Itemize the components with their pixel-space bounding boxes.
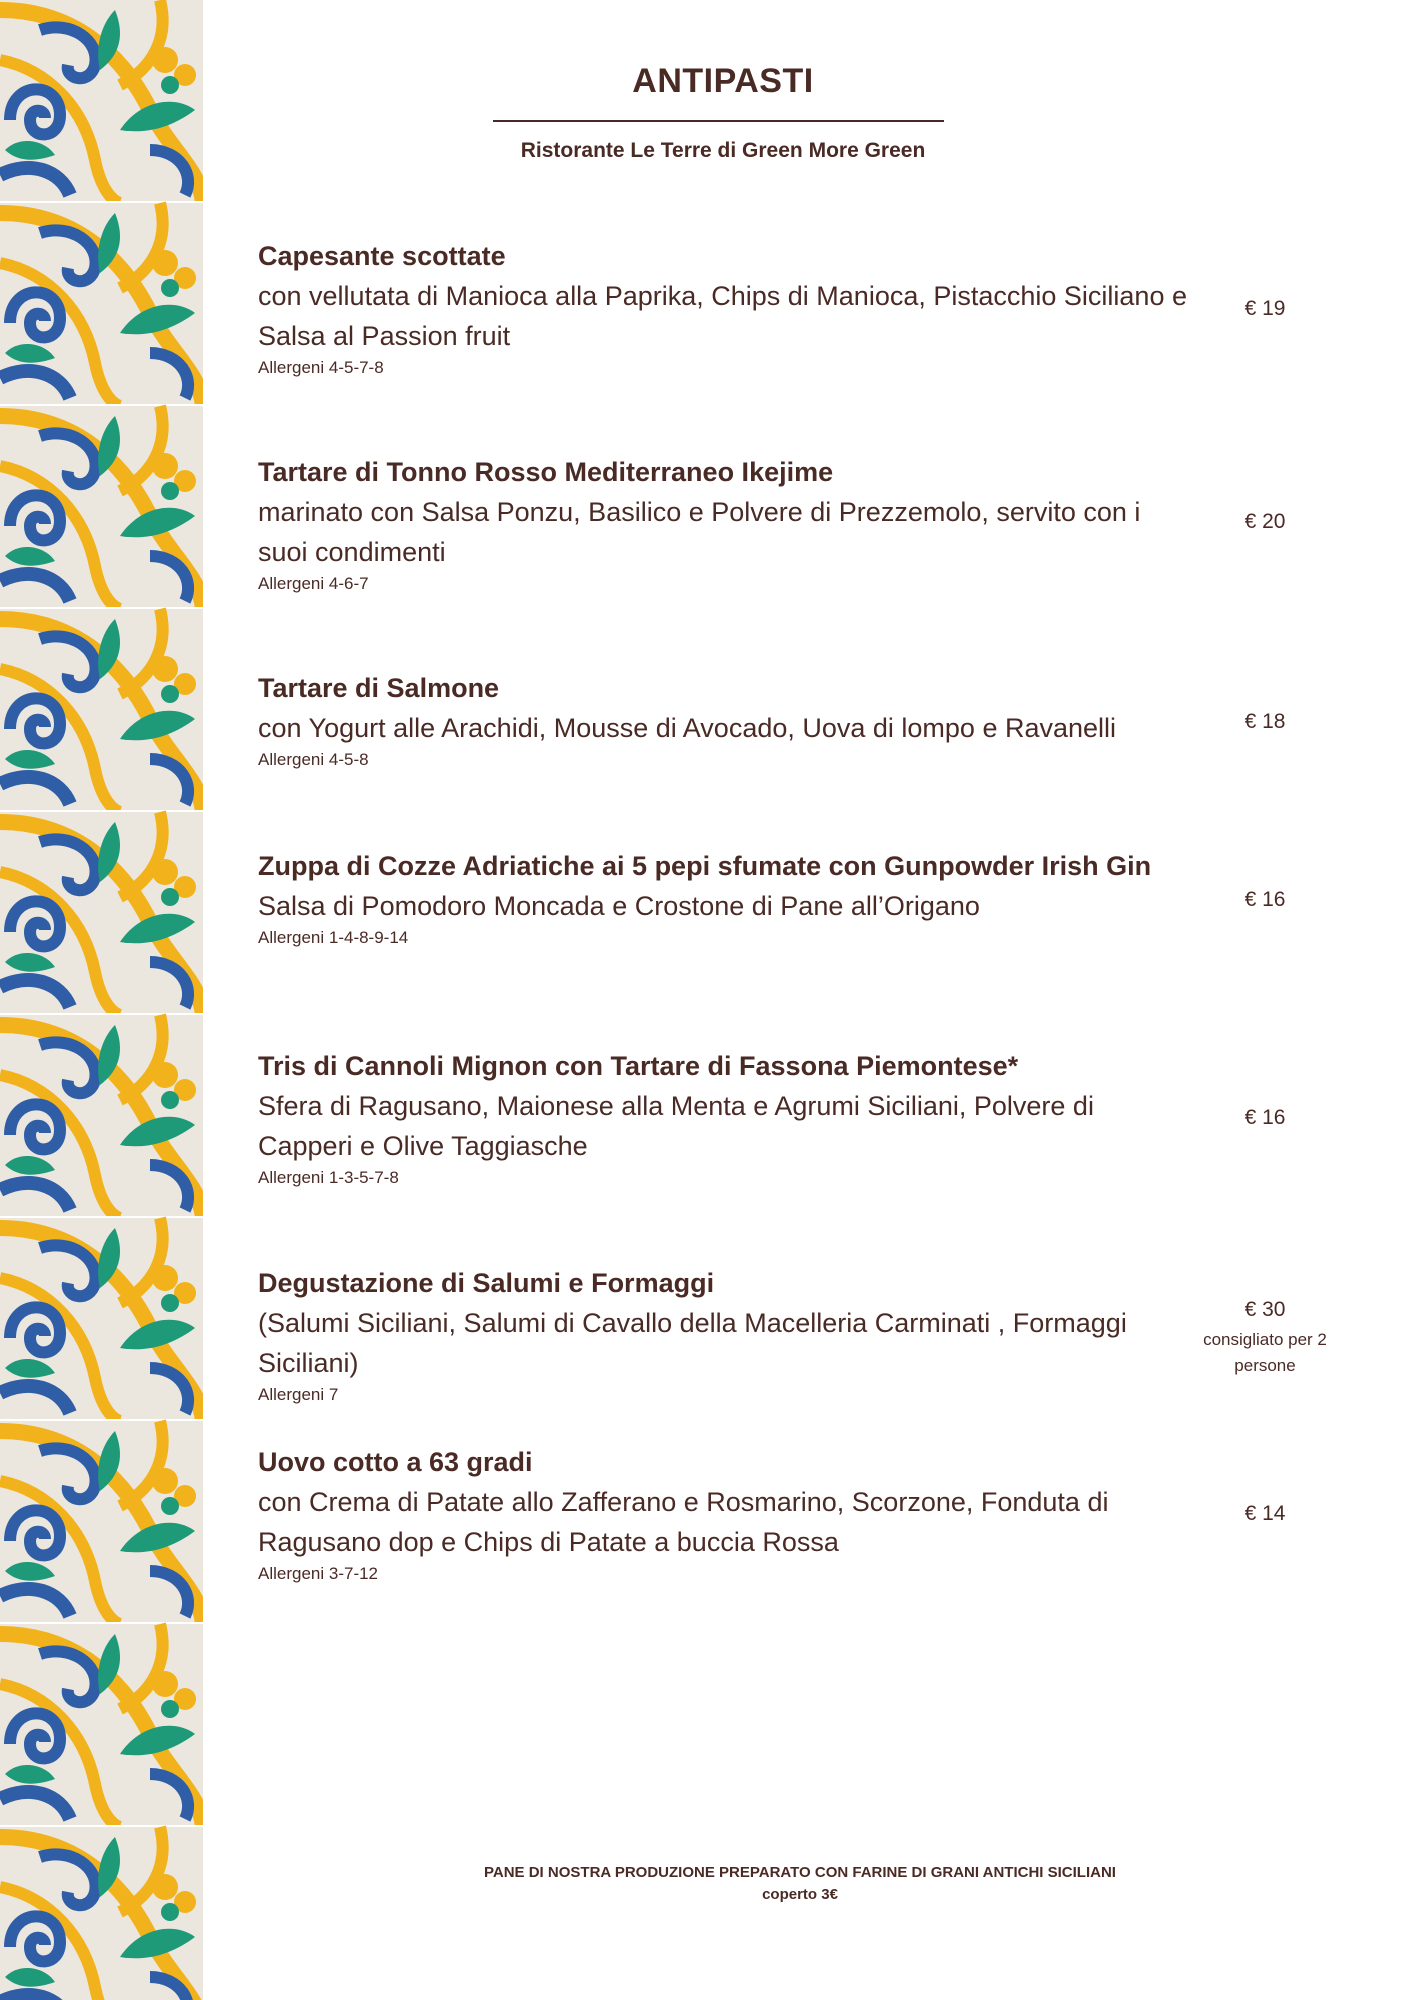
item-price: € 18 <box>1244 710 1286 733</box>
item-description: con Yogurt alle Arachidi, Mousse di Avocado, Uova di lompo e Ravanelli <box>258 713 1117 743</box>
item-name: Tris di Cannoli Mignon con Tartare di Fassona Piemontese* <box>258 1051 1019 1081</box>
item-allergens: Allergeni 4-5-8 <box>258 750 369 769</box>
item-name: Degustazione di Salumi e Formaggi <box>258 1268 715 1298</box>
item-description: Salsa di Pomodoro Moncada e Crostone di Pane all’Origano <box>258 891 980 921</box>
bread-note: PANE DI NOSTRA PRODUZIONE PREPARATO CON FARINE DI GRANI ANTICHI SICILIANI <box>484 1864 1116 1881</box>
item-description: con vellutata di Manioca alla Paprika, Chips di Manioca, Pistacchio Siciliano e Salsa al Passion fruit <box>258 281 1187 351</box>
item-price: € 16 <box>1244 888 1286 911</box>
menu-item <box>258 1442 1188 1586</box>
menu-item <box>258 236 1188 380</box>
item-name: Tartare di Tonno Rosso Mediterraneo Ikejime <box>258 457 834 487</box>
menu-item <box>258 452 1188 596</box>
title-divider <box>493 120 944 122</box>
item-description: con Crema di Patate allo Zafferano e Rosmarino, Scorzone, Fonduta di Ragusano dop e Chips di Patate a buccia Rossa <box>258 1487 1109 1557</box>
item-price: € 19 <box>1244 297 1286 320</box>
item-serving-note: consigliato per 2 persone <box>1203 1330 1327 1375</box>
item-name: Capesante scottate <box>258 241 506 271</box>
cover-charge: coperto 3€ <box>762 1886 838 1903</box>
page-title: ANTIPASTI <box>632 62 814 100</box>
item-name: Zuppa di Cozze Adriatiche ai 5 pepi sfumate con Gunpowder Irish Gin <box>258 851 1152 881</box>
item-allergens: Allergeni 7 <box>258 1385 339 1404</box>
restaurant-name: Ristorante Le Terre di Green More Green <box>520 139 926 162</box>
item-description: marinato con Salsa Ponzu, Basilico e Polvere di Prezzemolo, servito con i suoi condimenti <box>258 497 1141 567</box>
menu-item <box>258 846 1188 950</box>
item-price: € 20 <box>1244 510 1286 533</box>
item-allergens: Allergeni 1-3-5-7-8 <box>258 1168 399 1187</box>
item-description: (Salumi Siciliani, Salumi di Cavallo della Macelleria Carminati , Formaggi Siciliani) <box>258 1308 1127 1378</box>
majolica-tile-border <box>0 0 203 2000</box>
item-allergens: Allergeni 3-7-12 <box>258 1564 379 1583</box>
menu-item <box>258 668 1188 772</box>
menu-item <box>258 1046 1188 1190</box>
item-allergens: Allergeni 1-4-8-9-14 <box>258 928 409 947</box>
tile-pattern-graphic <box>0 0 203 2000</box>
item-description: Sfera di Ragusano, Maionese alla Menta e Agrumi Siciliani, Polvere di Capperi e Olive Taggiasche <box>258 1091 1094 1161</box>
item-allergens: Allergeni 4-5-7-8 <box>258 358 384 377</box>
item-name: Tartare di Salmone <box>258 673 500 703</box>
menu-item <box>258 1263 1188 1407</box>
item-allergens: Allergeni 4-6-7 <box>258 574 369 593</box>
item-price: € 14 <box>1244 1502 1286 1525</box>
item-price: € 30 <box>1244 1298 1286 1321</box>
item-price: € 16 <box>1244 1106 1286 1129</box>
item-name: Uovo cotto a 63 gradi <box>258 1447 533 1477</box>
